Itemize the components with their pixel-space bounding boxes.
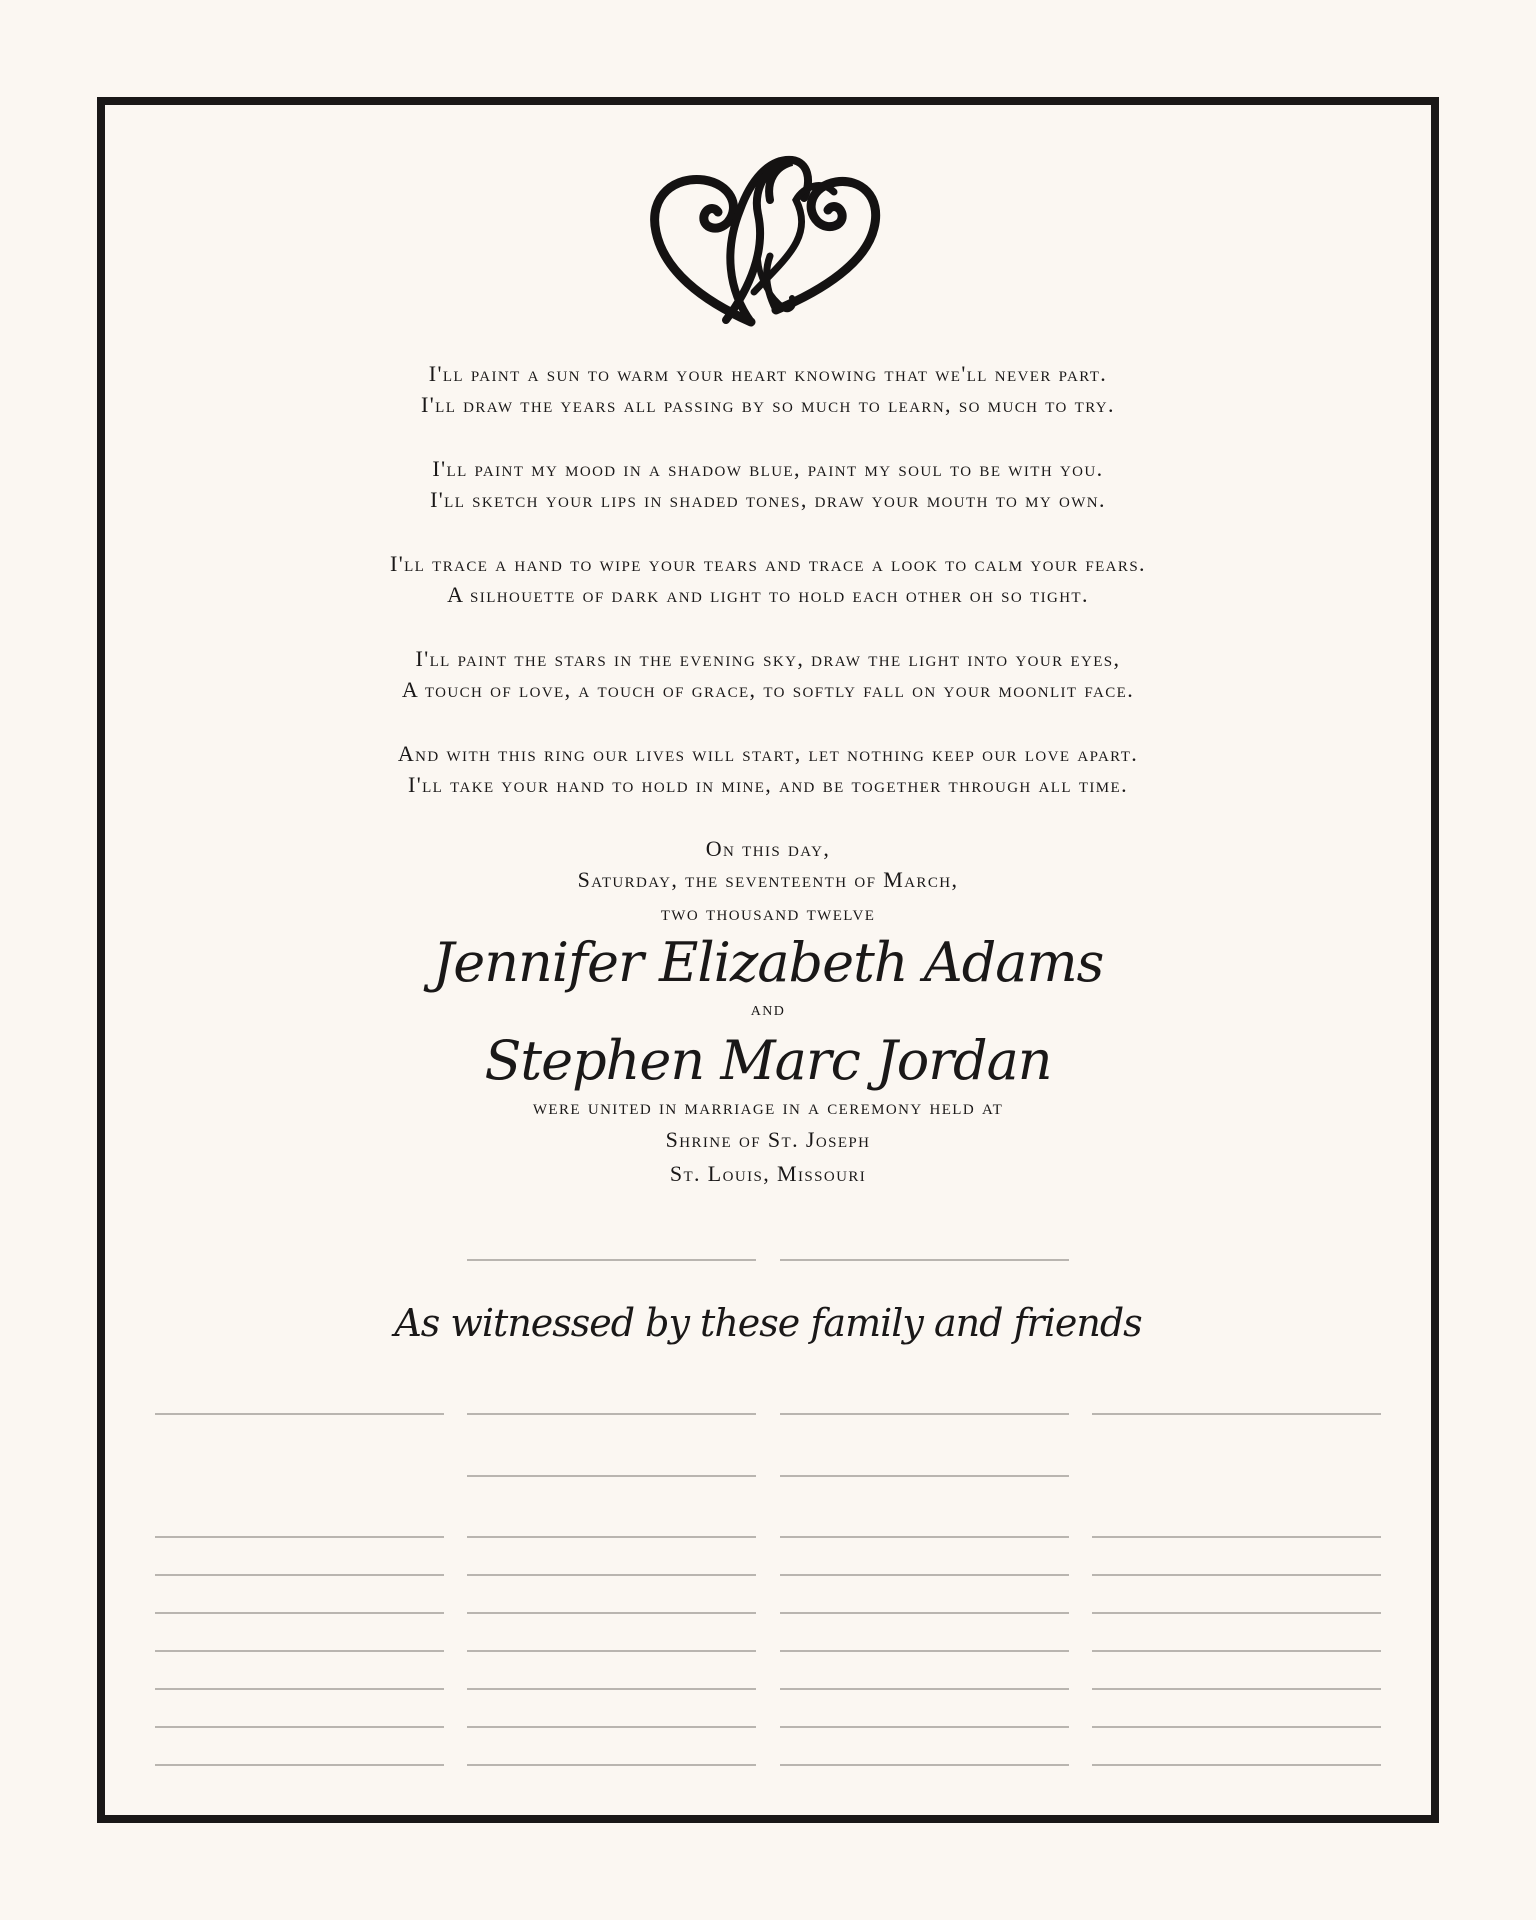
signature-line-groom[interactable]	[780, 1259, 1069, 1261]
witness-signature-line[interactable]	[1092, 1612, 1381, 1614]
conjunction: and	[750, 998, 786, 1020]
witness-signature-line[interactable]	[1092, 1764, 1381, 1766]
witness-signature-line[interactable]	[780, 1536, 1069, 1538]
verse-line: I'll take your hand to hold in mine, and be together through all time.	[408, 772, 1128, 797]
ceremony-year: two thousand twelve	[660, 900, 876, 925]
witness-signature-line[interactable]	[155, 1726, 444, 1728]
signature-line-bride[interactable]	[467, 1259, 756, 1261]
witness-signature-line[interactable]	[155, 1764, 444, 1766]
witness-signature-line[interactable]	[780, 1413, 1069, 1415]
ceremony-date: Saturday, the seventeenth of March,	[577, 867, 959, 892]
groom-name: Stephen Marc Jordan	[484, 1029, 1052, 1092]
witness-signature-line[interactable]	[155, 1413, 444, 1415]
witness-signature-line[interactable]	[155, 1574, 444, 1576]
witness-signature-line[interactable]	[780, 1688, 1069, 1690]
witness-signature-line[interactable]	[780, 1612, 1069, 1614]
verse-line: I'll draw the years all passing by so much to learn, so much to try.	[421, 392, 1115, 417]
interlocking-hearts-icon	[646, 140, 890, 340]
witness-signature-line[interactable]	[467, 1574, 756, 1576]
witness-signature-line[interactable]	[1092, 1688, 1381, 1690]
witness-signature-line[interactable]	[467, 1413, 756, 1415]
witness-signature-line[interactable]	[467, 1536, 756, 1538]
ceremony-venue: Shrine of St. Joseph	[665, 1127, 871, 1152]
witness-signature-line[interactable]	[467, 1612, 756, 1614]
ceremony-intro: On this day,	[705, 836, 831, 861]
witness-signature-line[interactable]	[780, 1650, 1069, 1652]
witness-signature-line[interactable]	[1092, 1574, 1381, 1576]
witness-signature-line[interactable]	[1092, 1726, 1381, 1728]
witness-signature-line[interactable]	[155, 1612, 444, 1614]
witness-signature-line[interactable]	[467, 1688, 756, 1690]
witness-signature-line[interactable]	[780, 1764, 1069, 1766]
witness-signature-line[interactable]	[780, 1475, 1069, 1477]
witness-signature-line[interactable]	[780, 1574, 1069, 1576]
witness-signature-line[interactable]	[467, 1764, 756, 1766]
witness-signature-line[interactable]	[155, 1688, 444, 1690]
verse-line: A silhouette of dark and light to hold each other oh so tight.	[447, 582, 1089, 607]
verse-line: I'll paint a sun to warm your heart knowing that we'll never part.	[428, 361, 1108, 386]
witness-heading: As witnessed by these family and friends	[394, 1301, 1142, 1345]
witness-signature-line[interactable]	[1092, 1650, 1381, 1652]
witness-signature-line[interactable]	[1092, 1413, 1381, 1415]
bride-name: Jennifer Elizabeth Adams	[432, 931, 1104, 994]
verse-line: I'll sketch your lips in shaded tones, draw your mouth to my own.	[430, 487, 1106, 512]
verse-line: I'll paint my mood in a shadow blue, paint my soul to be with you.	[432, 456, 1104, 481]
witness-signature-line[interactable]	[155, 1536, 444, 1538]
ceremony-united: were united in marriage in a ceremony held at	[532, 1094, 1004, 1119]
witness-signature-line[interactable]	[780, 1726, 1069, 1728]
witness-signature-line[interactable]	[1092, 1536, 1381, 1538]
ceremony-location: St. Louis, Missouri	[669, 1161, 867, 1186]
witness-signature-line[interactable]	[467, 1726, 756, 1728]
verse-line: I'll trace a hand to wipe your tears and trace a look to calm your fears.	[390, 551, 1146, 576]
verse-line: A touch of love, a touch of grace, to softly fall on your moonlit face.	[401, 677, 1135, 702]
verse-line: I'll paint the stars in the evening sky, draw the light into your eyes,	[415, 646, 1121, 671]
witness-signature-line[interactable]	[467, 1475, 756, 1477]
verse-line: And with this ring our lives will start, let nothing keep our love apart.	[397, 741, 1139, 766]
witness-signature-line[interactable]	[155, 1650, 444, 1652]
witness-signature-line[interactable]	[467, 1650, 756, 1652]
